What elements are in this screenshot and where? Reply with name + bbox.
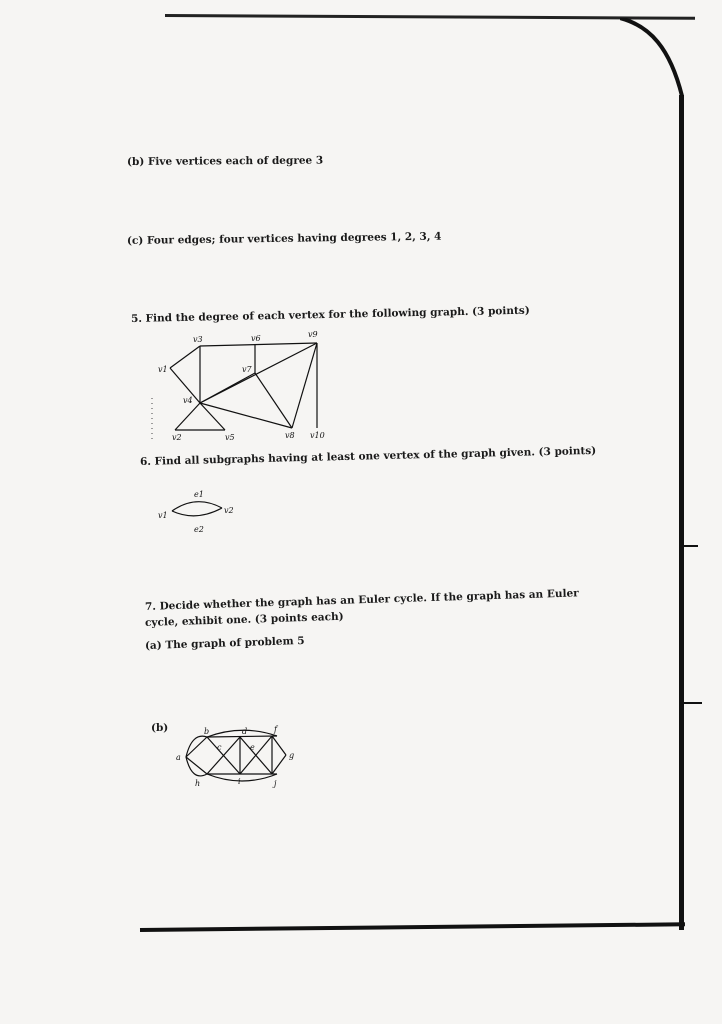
graph7b-label-d: d xyxy=(242,727,248,736)
graph7b-label-e: e xyxy=(250,743,255,752)
graph5-edge xyxy=(175,403,200,430)
graph5-label-v8: v8 xyxy=(285,431,295,440)
margin-mark xyxy=(684,545,698,547)
graph5-label-v10: v10 xyxy=(310,431,325,440)
graph7b-label-c: c xyxy=(217,743,222,752)
graph5-edge xyxy=(170,346,200,368)
paper-right-edge xyxy=(679,95,684,930)
problem-7-line1: 7. Decide whether the graph has an Euler cycle. If the graph has an Euler xyxy=(144,587,579,613)
problem-7-line2: cycle, exhibit one. (3 points each) xyxy=(144,610,344,629)
graph5-label-v5: v5 xyxy=(225,433,235,442)
paper-top-edge xyxy=(165,14,695,20)
graph-problem-7b xyxy=(172,722,302,792)
margin-mark xyxy=(684,702,702,704)
graph5-label-v2: v2 xyxy=(172,433,182,442)
graph6-edge-e1 xyxy=(172,502,222,511)
graph7b-label-g: g xyxy=(289,751,295,760)
graph7b-edge xyxy=(207,736,277,737)
graph5-label-v6: v6 xyxy=(251,334,261,343)
graph6-label-e1: e1 xyxy=(194,490,204,499)
graph7b-edge xyxy=(272,736,286,755)
graph5-edge xyxy=(292,343,317,428)
problem-7b: (b) xyxy=(151,722,169,734)
graph7b-label-a: a xyxy=(176,753,181,762)
graph7b-label-j: j xyxy=(274,779,277,788)
graph5-edge xyxy=(200,403,225,430)
problem-7a: (a) The graph of problem 5 xyxy=(144,634,305,652)
graph7b-edge xyxy=(272,755,286,774)
graph5-label-v1: v1 xyxy=(158,365,168,374)
graph6-label-v2: v2 xyxy=(224,506,234,515)
graph5-edge xyxy=(200,343,317,346)
problem-4c: (c) Four edges; four vertices having degrees 1, 2, 3, 4 xyxy=(126,230,442,247)
graph7b-label-i: i xyxy=(238,777,241,786)
graph5-label-v9: v9 xyxy=(308,330,318,339)
graph-problem-5 xyxy=(145,328,345,450)
graph6-edge-e2 xyxy=(172,508,222,516)
graph7b-label-b: b xyxy=(204,727,210,736)
graph5-edge xyxy=(200,343,317,403)
graph7b-label-f: f xyxy=(274,725,277,734)
graph5-label-v3: v3 xyxy=(193,335,203,344)
problem-6: 6. Find all subgraphs having at least one vertex of the graph given. (3 points) xyxy=(139,444,597,468)
graph7b-edge xyxy=(186,757,277,781)
paper-bottom-edge xyxy=(140,922,685,932)
problem-5: 5. Find the degree of each vertex for the following graph. (3 points) xyxy=(130,304,530,325)
graph5-label-v7: v7 xyxy=(242,365,252,374)
graph5-label-v4: v4 xyxy=(183,396,193,405)
graph6-label-v1: v1 xyxy=(158,511,168,520)
problem-4b: (b) Five vertices each of degree 3 xyxy=(126,154,324,168)
folded-corner xyxy=(620,18,710,108)
graph-problem-6 xyxy=(150,486,250,534)
graph6-label-e2: e2 xyxy=(194,525,204,534)
graph7b-label-h: h xyxy=(195,779,201,788)
